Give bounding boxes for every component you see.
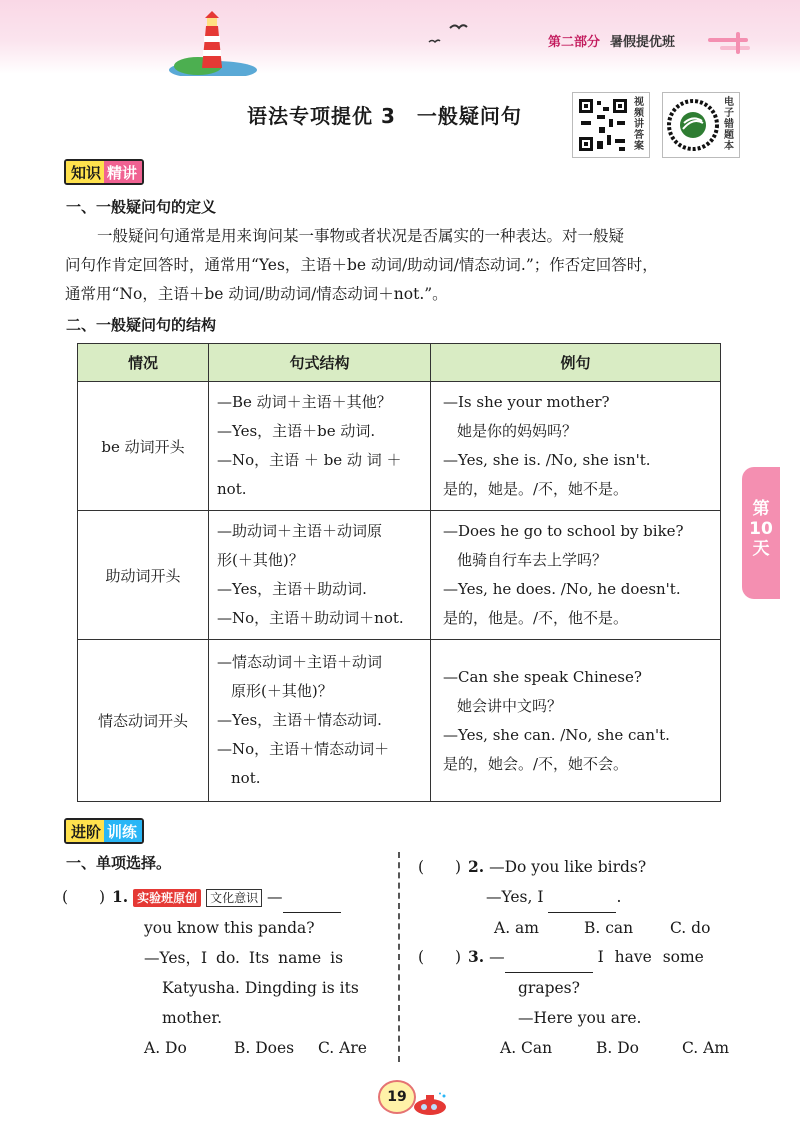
question-number: 2. (468, 857, 485, 876)
section1-heading: 一、一般疑问句的定义 (66, 198, 217, 216)
structure-line: —Yes，主语＋助动词. (217, 580, 367, 598)
header-label (548, 31, 675, 50)
answer-blank[interactable] (283, 882, 341, 913)
question-line: Katyusha. Dingding is its (162, 979, 359, 997)
option-b[interactable]: B. can (584, 919, 634, 937)
practice-tag-part1: 进阶 (66, 820, 104, 842)
page-title: 语法专项提优 3 一般疑问句 (247, 104, 522, 128)
qr-label-char: 视 (634, 97, 644, 108)
table-header-situation: 情况 (78, 344, 209, 382)
structure-line: not. (217, 480, 247, 498)
dash: — (267, 888, 283, 906)
option-a[interactable]: A. Do (144, 1039, 187, 1057)
question-2 (418, 852, 748, 943)
lighthouse-icon (168, 10, 258, 76)
side-tab-text: 10 (749, 519, 773, 539)
structure-table (77, 343, 721, 802)
qr-label-error-book (722, 97, 736, 152)
page-number: 19 (378, 1080, 416, 1114)
structure-line: —Be 动词＋主语＋其他？ (217, 393, 392, 411)
error-book-qr[interactable] (662, 92, 740, 158)
question-3 (418, 942, 748, 1063)
question-line: you know this panda? (144, 919, 315, 937)
answer-paren[interactable]: ( ) (62, 888, 106, 906)
question-number: 1. (112, 887, 129, 906)
structure-cell (209, 640, 431, 802)
definition-line-2: 问句作肯定回答时，通常用“Yes，主语＋be 动词/助动词/情态动词.”；作否定回答时， (65, 256, 658, 274)
structure-line: —No，主语＋助动词＋not. (217, 609, 404, 627)
qr-label-char: 错 (724, 119, 734, 130)
option-a[interactable]: A. am (494, 919, 539, 937)
example-cell (431, 640, 721, 802)
question-line: —Yes, I (486, 888, 544, 906)
table-header-structure: 句式结构 (209, 344, 431, 382)
example-line: 她是你的妈妈吗？ (457, 422, 578, 440)
structure-line: 形(＋其他)？ (217, 551, 304, 569)
question-line: —Here you are. (518, 1009, 642, 1027)
exercise-heading: 一、单项选择。 (66, 854, 172, 872)
qr-label-char: 本 (724, 141, 734, 152)
structure-line: —助动词＋主语＋动词原 (217, 522, 383, 540)
practice-tag (64, 818, 144, 844)
example-line: —Is she your mother? (443, 393, 610, 411)
situation-cell: 情态动词开头 (78, 640, 209, 802)
option-b[interactable]: B. Does (234, 1039, 295, 1057)
dash: — (489, 948, 505, 966)
example-line: —Does he go to school by bike? (443, 522, 684, 540)
submarine-icon (410, 1092, 450, 1116)
situation-cell: be 动词开头 (78, 382, 209, 511)
example-line: 是的，她会。/不，她不会。 (443, 754, 629, 773)
situation-cell: 助动词开头 (78, 511, 209, 640)
original-badge: 实验班原创 (133, 889, 201, 907)
qr-label-video (632, 97, 646, 152)
table-row (78, 511, 721, 640)
question-line: mother. (162, 1009, 223, 1027)
qr-label-char: 答 (634, 130, 644, 141)
definition-line-1 (65, 222, 740, 251)
example-cell (431, 511, 721, 640)
qr-code-icon (577, 97, 629, 153)
section2-heading: 二、一般疑问句的结构 (66, 316, 217, 334)
structure-line: —No，主语 ＋ be 动 词 ＋ (217, 451, 402, 469)
structure-line: —Yes，主语＋情态动词. (217, 711, 382, 729)
example-line: 她会讲中文吗？ (457, 696, 563, 715)
column-divider (398, 852, 400, 1062)
mini-program-code-icon (667, 97, 719, 153)
table-row (78, 382, 721, 511)
structure-cell (209, 511, 431, 640)
table-header-example: 例句 (431, 344, 721, 382)
example-line: 是的，他是。/不，他不是。 (443, 609, 629, 627)
practice-tag-part2: 训练 (104, 820, 142, 842)
example-line: 他骑自行车去上学吗？ (457, 551, 608, 569)
example-line: —Can she speak Chinese? (443, 667, 642, 686)
day-side-tab (742, 467, 780, 599)
header-part: 第二部分 (548, 35, 601, 50)
table-header-row (78, 344, 721, 382)
structure-line: —情态动词＋主语＋动词 (217, 653, 383, 671)
qr-label-char: 频 (634, 108, 644, 119)
knowledge-tag-part1: 知识 (66, 161, 104, 183)
example-cell (431, 382, 721, 511)
structure-cell (209, 382, 431, 511)
question-1 (62, 882, 392, 1063)
example-line: —Yes, she can. /No, she can't. (443, 725, 670, 744)
question-line: I have some (597, 948, 704, 966)
qr-label-char: 案 (634, 141, 644, 152)
answer-paren[interactable]: ( ) (418, 948, 462, 966)
option-c[interactable]: C. Are (318, 1039, 367, 1057)
side-tab-text: 天 (752, 539, 770, 559)
header-book: 暑假提优班 (610, 35, 676, 50)
structure-line: —Yes，主语＋be 动词. (217, 422, 376, 440)
video-answer-qr[interactable] (572, 92, 650, 158)
knowledge-tag (64, 159, 144, 185)
question-number: 3. (468, 947, 485, 966)
structure-line: —No，主语＋情态动词＋ (217, 740, 390, 758)
structure-line: not. (231, 769, 261, 787)
definition-line-3: 通常用“No，主语＋be 动词/助动词/情态动词＋not.”。 (65, 285, 448, 303)
question-end: . (616, 888, 622, 906)
definition-paragraph (65, 222, 740, 309)
qr-label-char: 电 (724, 97, 734, 108)
answer-blank[interactable] (505, 942, 593, 973)
question-line: —Do you like birds? (489, 858, 647, 876)
table-row (78, 640, 721, 802)
question-line: grapes? (518, 979, 580, 997)
option-a[interactable]: A. Can (500, 1039, 553, 1057)
knowledge-tag-part2: 精讲 (104, 161, 142, 183)
answer-blank[interactable] (548, 882, 616, 913)
header-decoration-icon (706, 30, 766, 54)
option-b[interactable]: B. Do (596, 1039, 640, 1057)
side-tab-text: 第 (752, 499, 770, 519)
option-c[interactable]: C. Am (682, 1039, 730, 1057)
qr-label-char: 子 (724, 108, 734, 119)
example-line: —Yes, he does. /No, he doesn't. (443, 580, 681, 598)
qr-label-char: 题 (724, 130, 734, 141)
structure-line: 原形(＋其他)？ (231, 682, 333, 700)
answer-paren[interactable]: ( ) (418, 858, 462, 876)
qr-label-char: 讲 (634, 119, 644, 130)
example-line: 是的，她是。/不，她不是。 (443, 480, 629, 498)
birds-icon (428, 22, 468, 46)
header-band (0, 0, 800, 74)
culture-badge: 文化意识 (206, 889, 262, 907)
definition-text: 一般疑问句通常是用来询问某一事物或者状况是否属实的一种表达。对一般疑 (97, 227, 625, 245)
example-line: —Yes, she is. /No, she isn't. (443, 451, 651, 469)
option-c[interactable]: C. do (670, 919, 711, 937)
question-line: —Yes，I do. Its name is (144, 949, 344, 967)
